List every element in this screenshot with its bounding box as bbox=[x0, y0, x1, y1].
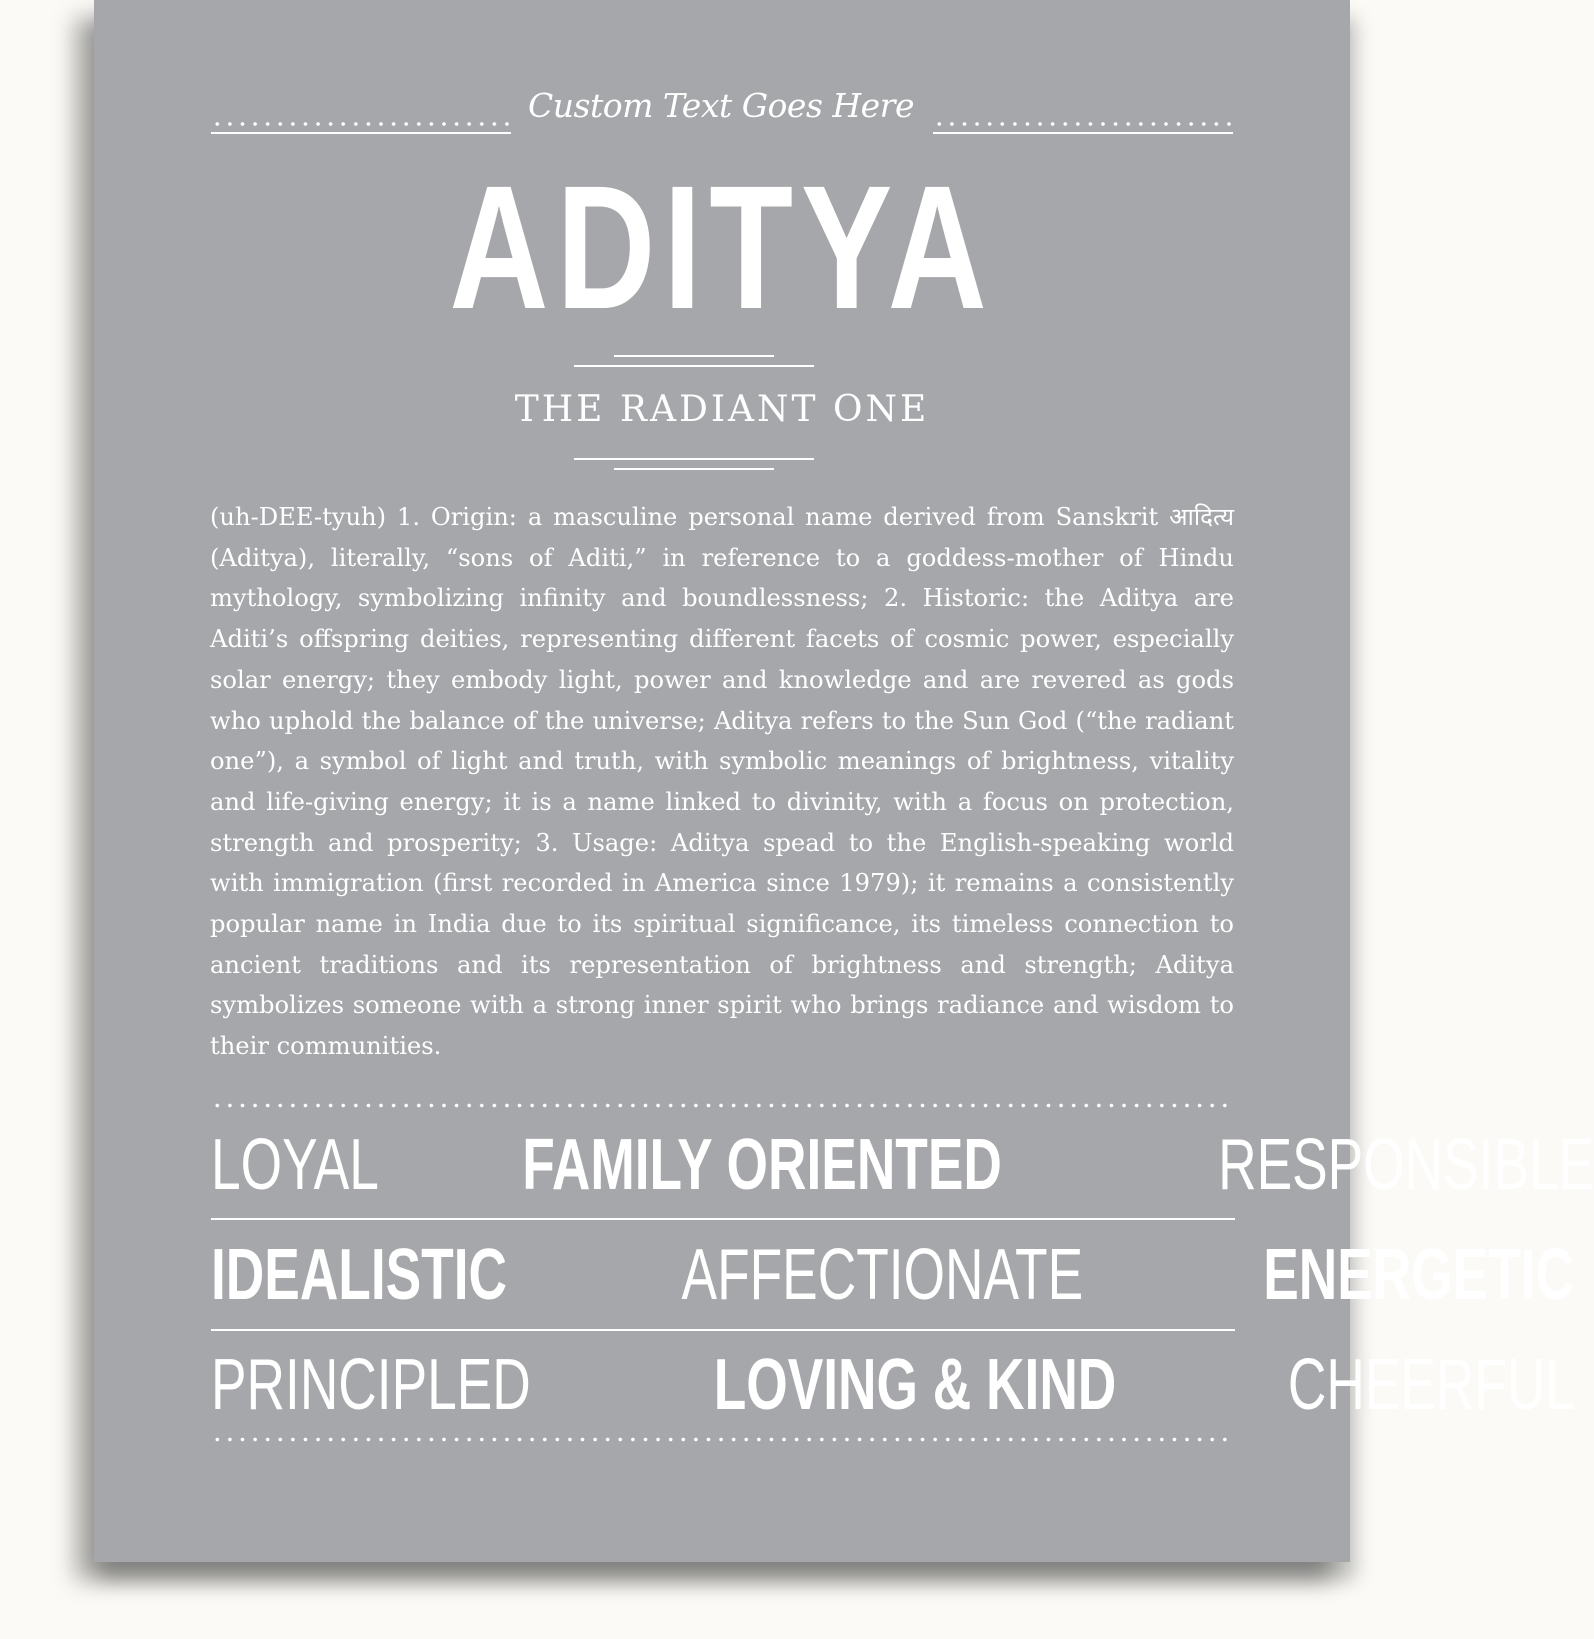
lower-short-rule bbox=[614, 468, 774, 470]
trait-word: AFFECTIONATE bbox=[681, 1235, 1084, 1315]
trait-divider bbox=[211, 1329, 1235, 1331]
header-row bbox=[211, 86, 1233, 146]
trait-word: LOVING & KIND bbox=[713, 1345, 1117, 1425]
traits-top-dotted-rule bbox=[211, 1103, 1235, 1108]
name-definition: (uh-DEE-tyuh) 1. Origin: a masculine personal name derived from Sanskrit आदित्य (Aditya), literally, “sons of Aditi,” in reference to a goddess-mother of Hindu mythology, symbolizing infinity and boundlessness; 2. Historic: the Aditya are Aditi’s offspring deities, representing different facets of cosmic power, especially solar energy; they embody light, power and knowledge and are revered as gods who uphold the balance of the universe; Aditya refers to the Sun God (“the radiant one”), a symbol of light and truth, with symbolic meanings of brightness, vitality and life-giving energy; it is a name linked to divinity, with a focus on protection, strength and prosperity; 3. Usage: Aditya spead to the English-speaking world with immigration (first recorded in America since 1979); it remains a consistently popular name in India due to its spiritual significance, its timeless connection to ancient traditions and its representation of brightness and strength; Aditya symbolizes someone with a strong inner spirit who brings radiance and wisdom to their communities. bbox=[210, 503, 1234, 1061]
right-dotted-rule bbox=[933, 122, 1233, 136]
upper-short-rule bbox=[614, 355, 774, 357]
custom-text-line: Custom Text Goes Here bbox=[528, 86, 914, 125]
trait-row-2 bbox=[211, 1222, 1574, 1315]
traits-bottom-dotted-rule bbox=[211, 1437, 1235, 1442]
lower-long-rule bbox=[574, 458, 814, 460]
trait-word: PRINCIPLED bbox=[211, 1345, 531, 1425]
trait-word: ENERGETIC bbox=[1262, 1235, 1574, 1315]
trait-word: IDEALISTIC bbox=[211, 1235, 508, 1315]
name-title: ADITYA bbox=[449, 150, 995, 346]
trait-word: LOYAL bbox=[211, 1125, 379, 1205]
trait-divider bbox=[211, 1218, 1235, 1220]
upper-long-rule bbox=[574, 365, 814, 367]
trait-row-1 bbox=[211, 1112, 1594, 1205]
name-meaning: THE RADIANT ONE bbox=[514, 389, 930, 430]
name-poster bbox=[94, 0, 1594, 1562]
trait-word: FAMILY ORIENTED bbox=[522, 1125, 1002, 1205]
trait-row-3 bbox=[211, 1332, 1576, 1425]
trait-word: CHEERFUL bbox=[1288, 1345, 1576, 1425]
trait-word: RESPONSIBLE bbox=[1218, 1125, 1594, 1205]
